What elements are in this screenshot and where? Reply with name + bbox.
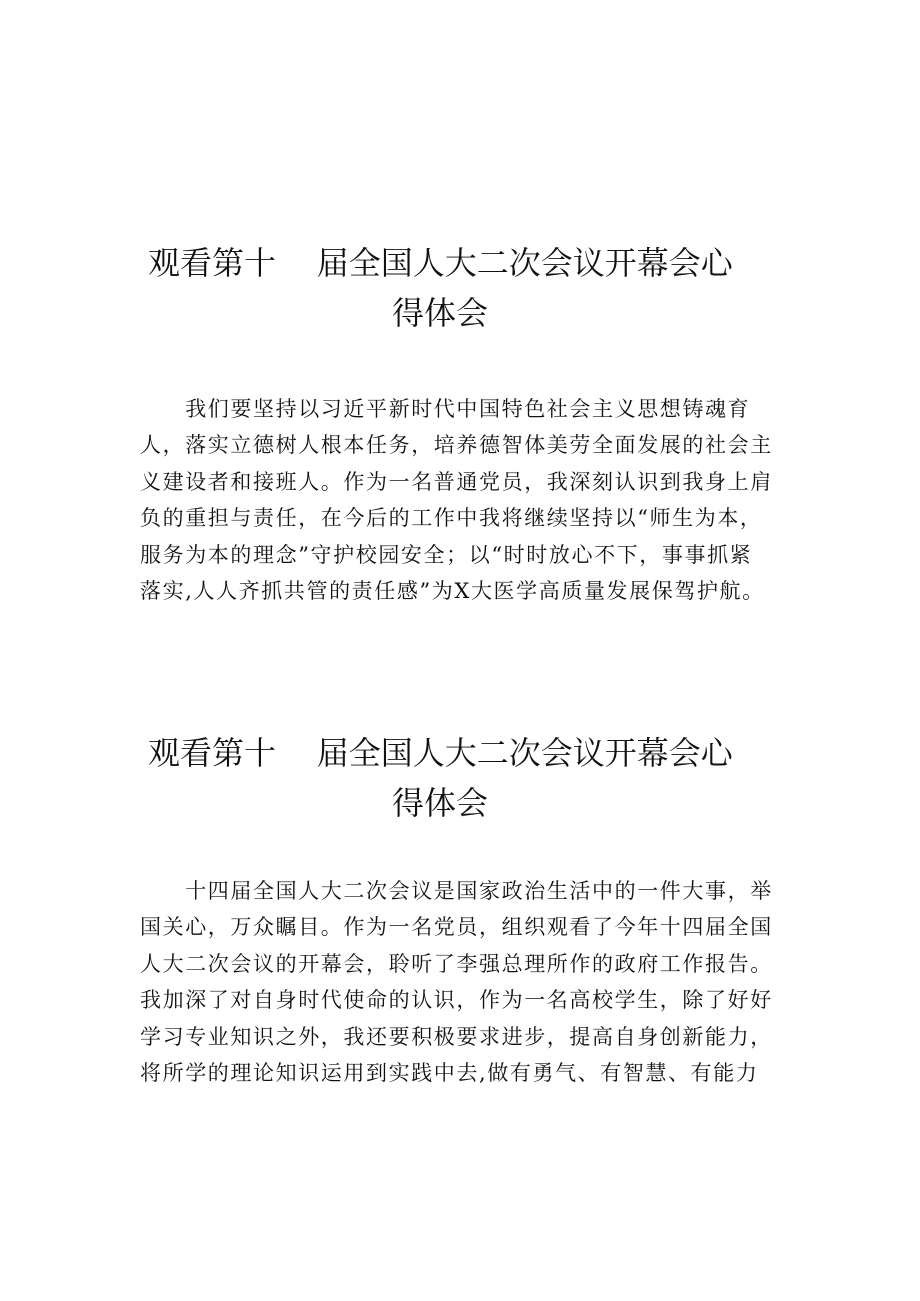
section-2-title-line-1: 观看第十 届全国人大二次会议开幕会心 xyxy=(148,734,733,772)
section-2-title-line-2: 得体会 xyxy=(391,784,488,822)
section-1-paragraph xyxy=(140,391,800,609)
paragraph-line: 服务为本的理念”守护校园安全；以“时时放心不下，事事抓紧 xyxy=(140,542,753,567)
section-1-title-line-1: 观看第十 届全国人大二次会议开幕会心 xyxy=(148,244,733,282)
section-2-paragraph xyxy=(140,873,800,1091)
section-2-title xyxy=(140,728,780,828)
paragraph-line: 国关心，万众瞩目。作为一名党员，组织观看了今年十四届全国 xyxy=(140,915,773,940)
paragraph-line: 将所学的理论知识运用到实践中去,做有勇气、有智慧、有能力 xyxy=(140,1061,759,1086)
paragraph-line: 义建设者和接班人。作为一名普通党员，我深刻认识到我身上肩 xyxy=(140,469,773,494)
paragraph-line: 负的重担与责任，在今后的工作中我将继续坚持以“师生为本， xyxy=(140,506,763,531)
paragraph-line: 人，落实立德树人根本任务，培养德智体美劳全面发展的社会主 xyxy=(140,433,773,458)
paragraph-line: 我加深了对自身时代使命的认识，作为一名高校学生，除了好好 xyxy=(140,988,773,1013)
paragraph-line: 落实,人人齐抓共管的责任感”为X大医学高质量发展保驾护航。 xyxy=(140,579,765,604)
section-1-title xyxy=(140,238,780,338)
paragraph-line: 人大二次会议的开幕会，聆听了李强总理所作的政府工作报告。 xyxy=(140,951,773,976)
section-1-title-line-2: 得体会 xyxy=(391,294,488,332)
paragraph-line: 十四届全国人大二次会议是国家政治生活中的一件大事，举 xyxy=(140,879,773,903)
paragraph-line: 我们要坚持以习近平新时代中国特色社会主义思想铸魂育 xyxy=(140,397,751,421)
paragraph-line: 学习专业知识之外，我还要积极要求进步，提高自身创新能力， xyxy=(140,1024,773,1049)
